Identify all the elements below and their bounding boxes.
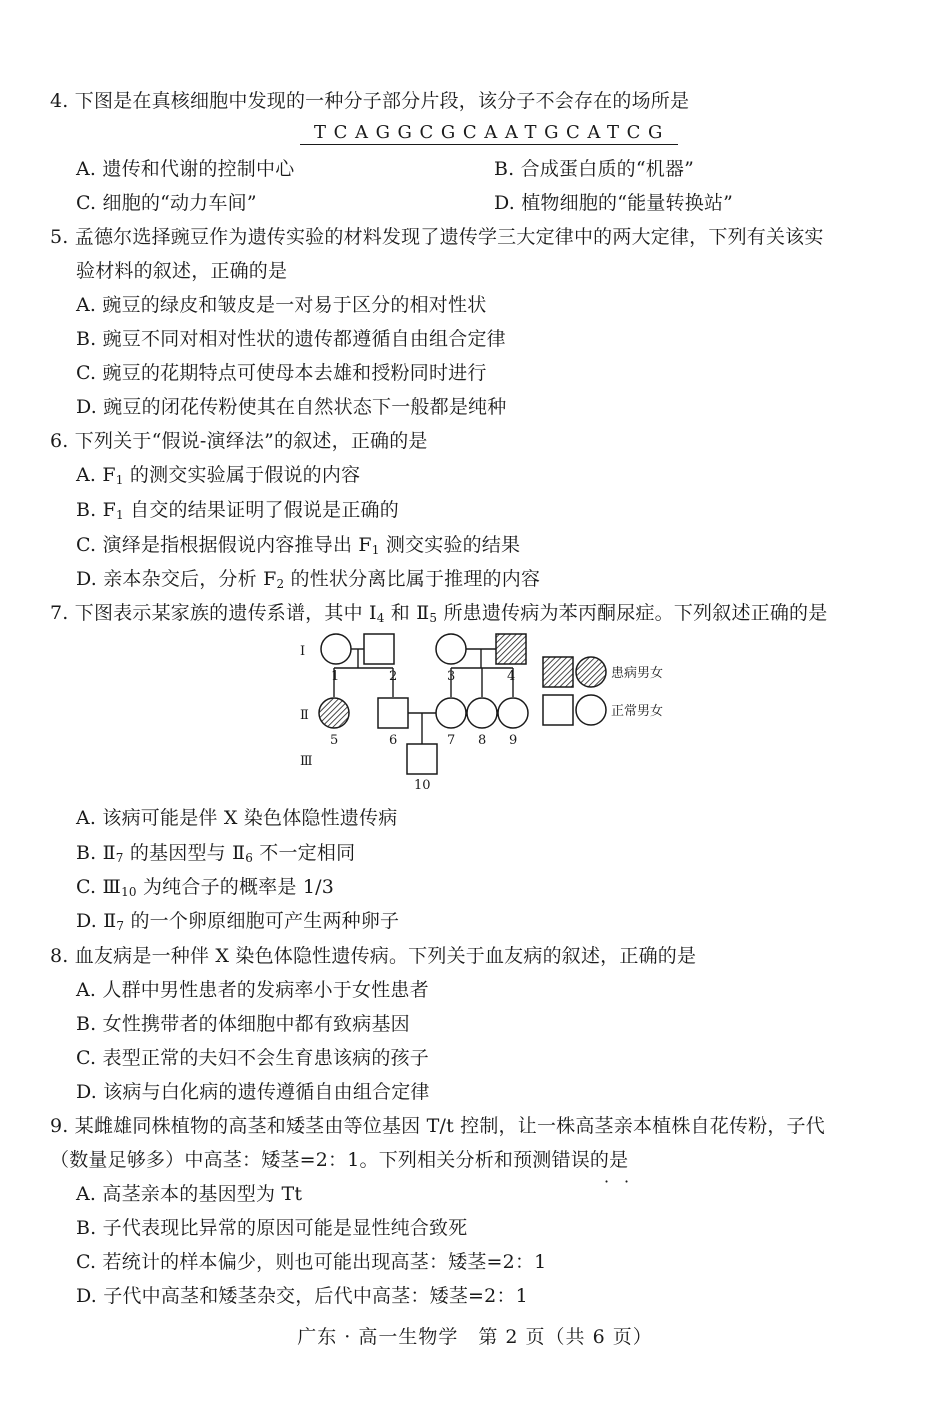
q5-stem-line1: 5. 孟德尔选择豌豆作为遗传实验的材料发现了遗传学三大定律中的两大定律，下列有关该实 bbox=[50, 226, 824, 248]
q8-option-c: C. 表型正常的夫妇不会生育患该病的孩子 bbox=[76, 1047, 429, 1069]
q8-option-a: A. 人群中男性患者的发病率小于女性患者 bbox=[76, 979, 429, 1001]
q4-option-d: D. 植物细胞的“能量转换站” bbox=[494, 192, 734, 214]
q7-option-a: A. 该病可能是伴 X 染色体隐性遗传病 bbox=[76, 807, 398, 829]
legend-normal-label: 正常男女 bbox=[611, 704, 664, 719]
q7-option-b: B. $Ⅱ_7$ 的基因型与 $Ⅱ_6$ 不一定相同 bbox=[76, 842, 356, 865]
legend-affected-label: 患病男女 bbox=[611, 666, 664, 681]
label-4: 4 bbox=[507, 669, 516, 684]
q9-option-a: A. 高茎亲本的基因型为 Tt bbox=[76, 1183, 303, 1205]
individual-10-male-normal bbox=[407, 744, 437, 774]
individual-7-female-normal bbox=[436, 698, 466, 728]
q5-option-d: D. 豌豆的闭花传粉使其在自然状态下一般都是纯种 bbox=[76, 396, 507, 418]
label-5: 5 bbox=[330, 733, 339, 748]
q6-option-a: A. $F_1$ 的测交实验属于假说的内容 bbox=[76, 464, 361, 487]
emphasis-dot: · bbox=[624, 1172, 630, 1191]
q8-option-b: B. 女性携带者的体细胞中都有致病基因 bbox=[76, 1013, 410, 1035]
individual-8-female-normal bbox=[467, 698, 497, 728]
q6-stem: 6. 下列关于“假说-演绎法”的叙述，正确的是 bbox=[50, 430, 428, 452]
q4-stem: 4. 下图是在真核细胞中发现的一种分子部分片段，该分子不会存在的场所是 bbox=[50, 90, 690, 112]
pedigree-chart bbox=[290, 628, 690, 798]
individual-6-male-normal bbox=[378, 698, 408, 728]
dna-sequence: TCAGGCGCAATGCATCG bbox=[300, 122, 678, 145]
q9-stem-line1: 9. 某雌雄同株植物的高茎和矮茎由等位基因 T/t 控制，让一株高茎亲本植株自花传粉，子代 bbox=[50, 1115, 825, 1137]
legend-normal-male-icon bbox=[543, 695, 573, 725]
page-footer: 广东 · 高一生物学 第 2 页（共 6 页） bbox=[297, 1326, 653, 1348]
individual-1-female-normal bbox=[321, 634, 351, 664]
q6-option-c: C. 演绎是指根据假说内容推导出 $F_1$ 测交实验的结果 bbox=[76, 534, 521, 557]
label-1: 1 bbox=[331, 669, 340, 684]
individual-3-female-normal bbox=[436, 634, 466, 664]
legend-affected-female-icon bbox=[576, 657, 606, 687]
q4-option-a: A. 遗传和代谢的控制中心 bbox=[76, 158, 295, 180]
q7-option-d: D. $Ⅱ_7$ 的一个卵原细胞可产生两种卵子 bbox=[76, 910, 400, 933]
q4-option-c: C. 细胞的“动力车间” bbox=[76, 192, 257, 214]
q9-stem-line2: （数量足够多）中高茎：矮茎=2：1。下列相关分析和预测错误的是 bbox=[50, 1149, 629, 1171]
q7-option-c: C. $Ⅲ_{10}$ 为纯合子的概率是 1/3 bbox=[76, 876, 334, 899]
q4-option-b: B. 合成蛋白质的“机器” bbox=[494, 158, 695, 180]
q6-option-b: B. $F_1$ 自交的结果证明了假说是正确的 bbox=[76, 499, 399, 522]
label-8: 8 bbox=[478, 733, 487, 748]
q6-option-d: D. 亲本杂交后，分析 $F_2$ 的性状分离比属于推理的内容 bbox=[76, 568, 541, 591]
label-7: 7 bbox=[447, 733, 456, 748]
individual-2-male-normal bbox=[364, 634, 394, 664]
label-10: 10 bbox=[414, 778, 431, 793]
q5-option-b: B. 豌豆不同对相对性状的遗传都遵循自由组合定律 bbox=[76, 328, 506, 350]
q5-option-a: A. 豌豆的绿皮和皱皮是一对易于区分的相对性状 bbox=[76, 294, 487, 316]
label-9: 9 bbox=[509, 733, 518, 748]
q9-option-d: D. 子代中高茎和矮茎杂交，后代中高茎：矮茎=2：1 bbox=[76, 1285, 528, 1307]
generation-label-2: Ⅱ bbox=[300, 708, 309, 723]
q8-stem: 8. 血友病是一种伴 X 染色体隐性遗传病。下列关于血友病的叙述，正确的是 bbox=[50, 945, 697, 967]
q5-stem-line2: 验材料的叙述，正确的是 bbox=[76, 260, 288, 282]
individual-9-female-normal bbox=[498, 698, 528, 728]
q8-option-d: D. 该病与白化病的遗传遵循自由组合定律 bbox=[76, 1081, 430, 1103]
label-3: 3 bbox=[447, 669, 456, 684]
q9-option-b: B. 子代表现比异常的原因可能是显性纯合致死 bbox=[76, 1217, 468, 1239]
generation-label-1: Ⅰ bbox=[300, 644, 306, 659]
q9-option-c: C. 若统计的样本偏少，则也可能出现高茎：矮茎=2：1 bbox=[76, 1251, 547, 1273]
label-6: 6 bbox=[389, 733, 398, 748]
individual-4-male-affected bbox=[496, 634, 526, 664]
q7-stem: 7. 下图表示某家族的遗传系谱，其中 $Ⅰ_4$ 和 $Ⅱ_5$ 所患遗传病为苯丙酮尿症。下列叙述正确的是 bbox=[50, 602, 828, 625]
legend-normal-female-icon bbox=[576, 695, 606, 725]
legend-affected-male-icon bbox=[543, 657, 573, 687]
emphasis-dot: · bbox=[604, 1172, 610, 1191]
q5-option-c: C. 豌豆的花期特点可使母本去雄和授粉同时进行 bbox=[76, 362, 487, 384]
generation-label-3: Ⅲ bbox=[300, 754, 313, 769]
label-2: 2 bbox=[389, 669, 398, 684]
individual-5-female-affected bbox=[319, 698, 349, 728]
